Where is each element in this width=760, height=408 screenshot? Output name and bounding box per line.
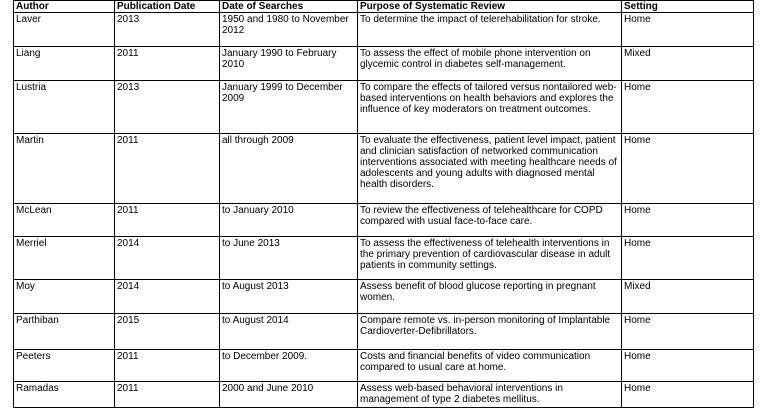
table-row [14,382,754,408]
cell-purpose: Compare remote vs. in-person monitoring of Implantable Cardioverter-Defibrillators. [358,314,622,350]
cell-date-of-searches: to June 2013 [220,237,358,280]
cell-publication-date: 2011 [115,382,220,408]
systematic-review-table [13,0,754,408]
cell-purpose: To evaluate the effectiveness, patient level impact, patient and clinician satisfaction of networked communication interventions associated with meeting healthcare needs of adolescents and young adults with diagnosed mental health disorders. [358,134,622,204]
cell-purpose: To assess the effect of mobile phone intervention on glycemic control in diabetes self-management. [358,47,622,81]
cell-setting: Mixed [622,280,754,314]
cell-setting: Home [622,237,754,280]
cell-purpose: Costs and financial benefits of video communication compared to usual care at home. [358,350,622,382]
cell-setting: Home [622,134,754,204]
cell-author: Merriel [14,237,115,280]
cell-author: Moy [14,280,115,314]
cell-purpose: To review the effectiveness of telehealthcare for COPD compared with usual face-to-face care. [358,204,622,237]
cell-publication-date: 2015 [115,314,220,350]
cell-publication-date: 2011 [115,47,220,81]
cell-publication-date: 2013 [115,81,220,134]
cell-author: Ramadas [14,382,115,408]
cell-date-of-searches: 2000 and June 2010 [220,382,358,408]
cell-publication-date: 2011 [115,204,220,237]
cell-publication-date: 2011 [115,350,220,382]
cell-author: McLean [14,204,115,237]
cell-author: Liang [14,47,115,81]
cell-date-of-searches: to August 2014 [220,314,358,350]
table-row [14,350,754,382]
cell-date-of-searches: 1950 and 1980 to November 2012 [220,13,358,47]
cell-author: Peeters [14,350,115,382]
cell-date-of-searches: January 1990 to February 2010 [220,47,358,81]
cell-setting: Home [622,382,754,408]
cell-date-of-searches: all through 2009 [220,134,358,204]
cell-purpose: Assess web-based behavioral interventions in management of type 2 diabetes mellitus. [358,382,622,408]
table-row [14,47,754,81]
table-row [14,134,754,204]
header-date-of-searches: Date of Searches [220,1,358,13]
table-row [14,237,754,280]
header-setting: Setting [622,1,754,13]
header-author: Author [14,1,115,13]
cell-purpose: Assess benefit of blood glucose reporting in pregnant women. [358,280,622,314]
cell-setting: Mixed [622,47,754,81]
cell-date-of-searches: to August 2013 [220,280,358,314]
cell-setting: Home [622,13,754,47]
header-purpose: Purpose of Systematic Review [358,1,622,13]
cell-setting: Home [622,350,754,382]
cell-setting: Home [622,81,754,134]
cell-date-of-searches: January 1999 to December 2009 [220,81,358,134]
cell-author: Parthiban [14,314,115,350]
cell-date-of-searches: to January 2010 [220,204,358,237]
cell-purpose: To assess the effectiveness of telehealth interventions in the primary prevention of cardiovascular disease in adult patients in community settings. [358,237,622,280]
cell-purpose: To compare the effects of tailored versus nontailored web-based interventions on health behaviors and explores the influence of key moderators on treatment outcomes. [358,81,622,134]
cell-setting: Home [622,314,754,350]
table-row [14,13,754,47]
cell-publication-date: 2014 [115,280,220,314]
table-row [14,204,754,237]
cell-publication-date: 2014 [115,237,220,280]
cell-publication-date: 2013 [115,13,220,47]
table-row [14,280,754,314]
table-row [14,314,754,350]
table-header-row [14,1,754,13]
header-publication-date: Publication Date [115,1,220,13]
cell-setting: Home [622,204,754,237]
cell-publication-date: 2011 [115,134,220,204]
cell-author: Martin [14,134,115,204]
cell-date-of-searches: to December 2009. [220,350,358,382]
cell-author: Laver [14,13,115,47]
table-row [14,81,754,134]
cell-purpose: To determine the impact of telerehabilitation for stroke. [358,13,622,47]
cell-author: Lustria [14,81,115,134]
